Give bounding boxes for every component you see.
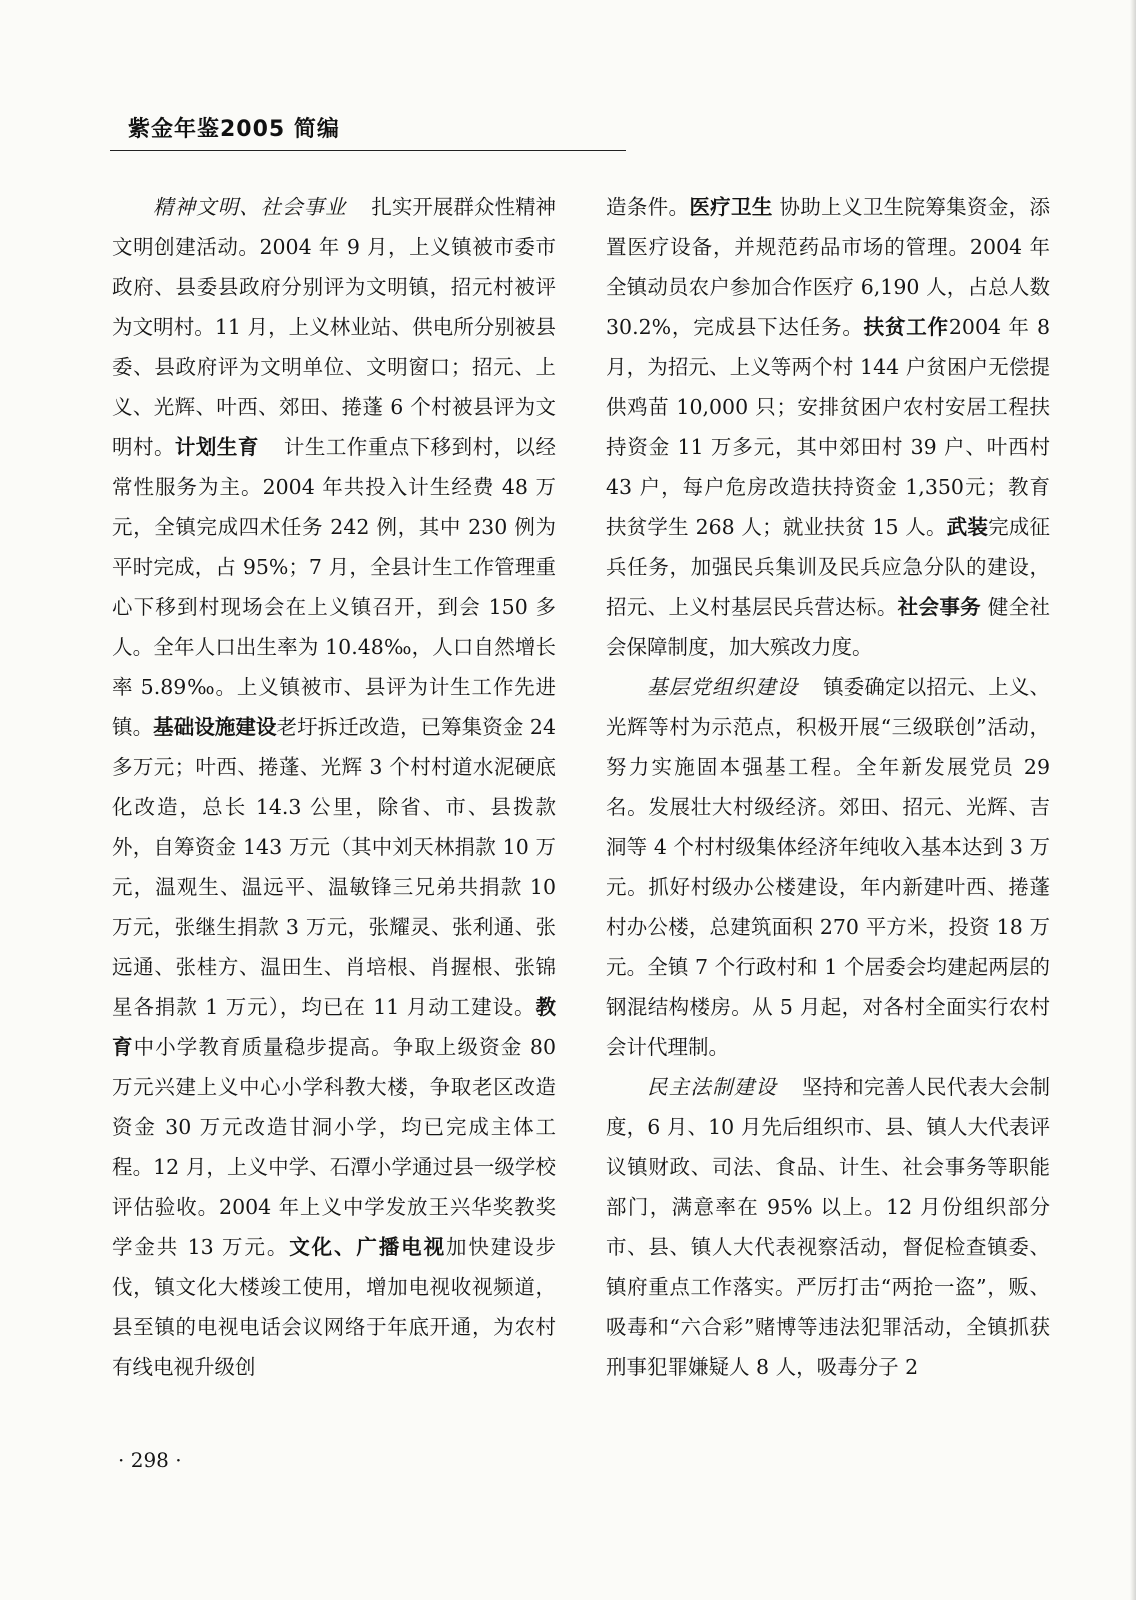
paragraph-continued xyxy=(606,187,1050,667)
topic-heading-infrastructure: 基础设施建设 xyxy=(153,715,277,739)
body-text: 健全社会保障制度，加大殡改力度。 xyxy=(606,595,1051,659)
section-heading-democracy-legal: 民主法制建设 xyxy=(647,1075,778,1099)
topic-heading-armed-forces: 武装 xyxy=(946,515,989,539)
topic-heading-family-planning: 计划生育 xyxy=(174,435,259,459)
topic-heading-social-affairs: 社会事务 xyxy=(897,595,981,619)
left-column xyxy=(112,187,556,1502)
topic-heading-education: 教育 xyxy=(112,995,556,1059)
paragraph-party-building xyxy=(606,667,1050,1067)
topic-heading-culture-broadcast: 文化、广播电视 xyxy=(289,1235,446,1259)
body-text: 2004 年 8 月，为招元、上义等两个村 144 户贫困户无偿提供鸡苗 10,000 只；安排贫困户农村安居工程扶持资金 11 万多元，其中郊田村 39 户、叶西村 43 户，每户危房改造扶持资金 1,350元；教育扶贫学生 268 人；就业扶贫 15 人。 xyxy=(606,315,1051,539)
section-heading-party-building: 基层党组织建设 xyxy=(647,675,799,699)
body-text: 加快建设步伐，镇文化大楼竣工使用，增加电视收视频道，县至镇的电视电话会议网络于年底开通，为农村有线电视升级创 xyxy=(112,1235,557,1379)
body-text: 造条件。 xyxy=(606,195,690,219)
body-text: 完成征兵任务，加强民兵集训及民兵应急分队的建设，招元、上义村基层民兵营达标。 xyxy=(606,515,1050,619)
header-rule xyxy=(110,150,626,151)
scan-edge-shadow xyxy=(1130,0,1136,1600)
body-text: 坚持和完善人民代表大会制度，6 月、10 月先后组织市、县、镇人大代表评议镇财政、司法、食品、计生、社会事务等职能部门，满意率在 95% 以上。12 月份组织部分市、县、镇人大代表视察活动，督促检查镇委、镇府重点工作落实。严厉打击“两抢一盗”，贩、吸毒和“六合彩”赌博等违法犯罪活动，全镇抓获刑事犯罪嫌疑人 8 人，吸毒分子 2 xyxy=(606,1075,1051,1379)
topic-heading-medical: 医疗卫生 xyxy=(689,195,773,219)
body-text: 协助上义卫生院筹集资金，添置医疗设备，并规范药品市场的管理。2004 年全镇动员农户参加合作医疗 6,190 人，占总人数 30.2%，完成县下达任务。 xyxy=(606,195,1050,339)
body-text: 老圩拆迁改造，已筹集资金 24 多万元；叶西、捲蓬、光辉 3 个村村道水泥硬底化改造，总长 14.3 公里，除省、市、县拨款外，自筹资金 143 万元（其中刘天林捐款 10 万元，温观生、温远平、温敏锋三兄弟共捐款 10 万元，张继生捐款 3 万元，张耀灵、张利通、张远通、张桂方、温田生、肖培根、肖握根、张锦星各捐款 1 万元），均已在 11 月动工建设。 xyxy=(112,715,557,1019)
body-text: 扎实开展群众性精神文明创建活动。2004 年 9 月，上义镇被市委市政府、县委县政府分别评为文明镇，招元村被评为文明村。11 月，上义林业站、供电所分别被县委、县政府评为文明单位、文明窗口；招元、上义、光辉、叶西、郊田、捲蓬 6 个村被县评为文明村。 xyxy=(112,195,556,459)
body-text: 计生工作重点下移到村，以经常性服务为主。2004 年共投入计生经费 48 万元，全镇完成四术任务 242 例，其中 230 例为平时完成，占 95%；7 月，全县计生工作管理重心下移到村现场会在上义镇召开，到会 150 多人。全年人口出生率为 10.48‰，人口自然增长率 5.89‰。上义镇被市、县评为计生工作先进镇。 xyxy=(112,435,557,739)
paragraph-civilization-and-social xyxy=(112,187,556,1387)
body-text: 中小学教育质量稳步提高。争取上级资金 80 万元兴建上义中心小学科教大楼，争取老区改造资金 30 万元改造甘洞小学，均已完成主体工程。12 月，上义中学、石潭小学通过县一级学校评估验收。2004 年上义中学发放王兴华奖教奖学金共 13 万元。 xyxy=(112,1035,557,1259)
section-heading-civilization: 精神文明、社会事业 xyxy=(153,195,347,219)
running-header-title: 紫金年鉴2005 简编 xyxy=(128,117,340,142)
right-column xyxy=(606,187,1050,1502)
body-text: 镇委确定以招元、上义、光辉等村为示范点，积极开展“三级联创”活动，努力实施固本强基工程。全年新发展党员 29 名。发展壮大村级经济。郊田、招元、光辉、吉洞等 4 个村村级集体经济年纯收入基本达到 3 万元。抓好村级办公楼建设，年内新建叶西、捲蓬村办公楼，总建筑面积 270 平方米，投资 18 万元。全镇 7 个行政村和 1 个居委会均建起两层的钢混结构楼房。从 5 月起，对各村全面实行农村会计代理制。 xyxy=(606,675,1051,1059)
topic-heading-poverty-relief: 扶贫工作 xyxy=(863,315,949,339)
page-number: · 298 · xyxy=(118,1448,182,1472)
paragraph-democracy-legal xyxy=(606,1067,1050,1387)
